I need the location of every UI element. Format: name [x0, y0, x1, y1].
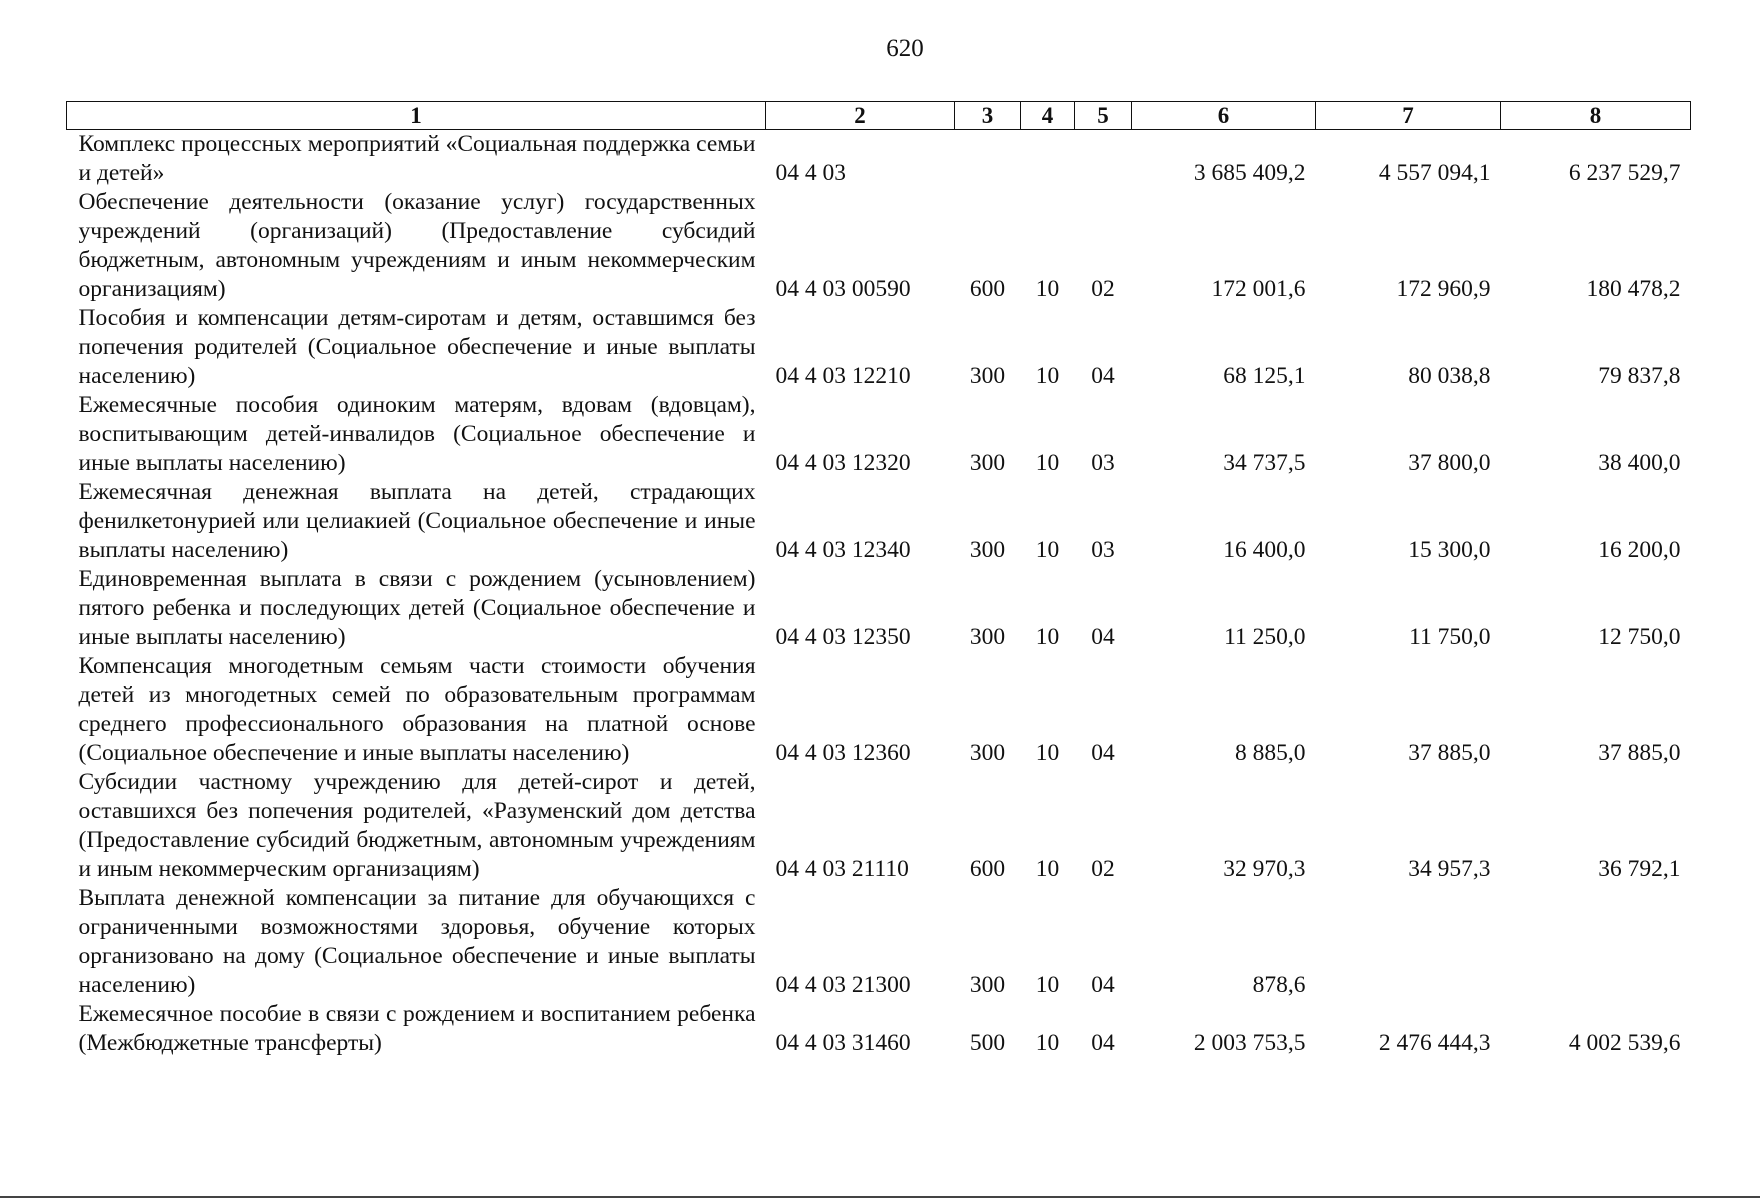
column-header-2: 2	[766, 102, 955, 130]
row-value-7: 172 960,9	[1396, 276, 1491, 302]
row-name: Ежемесячная денежная выплата на детей, страдающих фенилкетонурией или целиакией (Социальное обеспечение и иные выплаты населению)	[78, 479, 756, 563]
row-col4: 10	[1035, 624, 1060, 650]
row-name: Ежемесячное пособие в связи с рождением и воспитанием ребенка (Межбюджетные трансферты)	[78, 1001, 756, 1056]
row-col4: 10	[1035, 537, 1060, 563]
table-row	[67, 884, 1691, 1000]
table-row	[67, 188, 1691, 304]
row-col3: 300	[969, 740, 1006, 766]
row-value-6: 68 125,1	[1223, 363, 1306, 389]
table-row	[67, 768, 1691, 884]
row-value-6: 32 970,3	[1223, 856, 1306, 882]
row-name: Комплекс процессных мероприятий «Социальная поддержка семьи и детей»	[78, 131, 756, 186]
table-row	[67, 565, 1691, 652]
row-col5: 04	[1091, 363, 1115, 389]
column-header-1: 1	[67, 102, 766, 130]
row-col3	[955, 130, 1021, 189]
row-col5: 04	[1091, 624, 1115, 650]
row-col4	[1021, 130, 1075, 189]
row-value-8: 12 750,0	[1598, 624, 1681, 650]
row-col5: 04	[1091, 740, 1115, 766]
row-code: 04 4 03	[775, 160, 846, 186]
row-value-7: 11 750,0	[1409, 624, 1491, 650]
row-col3: 300	[969, 624, 1006, 650]
row-col5	[1075, 130, 1132, 189]
column-header-7: 7	[1316, 102, 1501, 130]
row-col4: 10	[1035, 740, 1060, 766]
row-name: Компенсация многодетным семьям части стоимости обучения детей из многодетных семей по образовательным программам среднего профессионального образования на платной основе (Социальное обеспечение и иные выплаты населению)	[78, 653, 756, 766]
row-value-7: 34 957,3	[1408, 856, 1491, 882]
row-value-7: 2 476 444,3	[1378, 1030, 1491, 1056]
row-value-6: 11 250,0	[1224, 624, 1306, 650]
row-value-7: 4 557 094,1	[1378, 160, 1491, 186]
row-code: 04 4 03 12350	[775, 624, 911, 650]
row-value-8	[1501, 884, 1691, 1000]
table-body	[67, 130, 1691, 1059]
row-value-7: 15 300,0	[1408, 537, 1491, 563]
row-col5: 04	[1091, 1030, 1115, 1056]
row-col4: 10	[1035, 276, 1060, 302]
column-header-5: 5	[1075, 102, 1132, 130]
column-header-3: 3	[955, 102, 1021, 130]
row-value-7: 37 800,0	[1408, 450, 1491, 476]
row-col3: 300	[969, 450, 1006, 476]
budget-table	[66, 101, 1691, 1058]
table-row	[67, 1000, 1691, 1058]
row-col3: 300	[969, 972, 1006, 998]
row-code: 04 4 03 12320	[775, 450, 911, 476]
header-row	[67, 102, 1691, 130]
row-col5: 02	[1091, 856, 1115, 882]
row-code: 04 4 03 21300	[775, 972, 911, 998]
row-name: Единовременная выплата в связи с рождением (усыновлением) пятого ребенка и последующих детей (Социальное обеспечение и иные выплаты населению)	[78, 566, 756, 650]
row-value-7: 80 038,8	[1408, 363, 1491, 389]
row-col4: 10	[1035, 363, 1060, 389]
row-col3: 300	[969, 363, 1006, 389]
row-col4: 10	[1035, 1030, 1060, 1056]
table-row	[67, 304, 1691, 391]
row-col3: 500	[969, 1030, 1006, 1056]
row-col4: 10	[1035, 972, 1060, 998]
row-col5: 03	[1091, 450, 1115, 476]
row-value-8: 6 237 529,7	[1568, 160, 1681, 186]
row-col3: 300	[969, 537, 1006, 563]
row-col3: 600	[969, 276, 1006, 302]
row-col5: 04	[1091, 972, 1115, 998]
scan-edge-line	[0, 1196, 1760, 1198]
row-name: Выплата денежной компенсации за питание для обучающихся с ограниченными возможностями здоровья, обучение которых организовано на дому (Социальное обеспечение и иные выплаты населению)	[78, 885, 756, 998]
page-number: 620	[886, 35, 924, 62]
row-value-7: 37 885,0	[1408, 740, 1491, 766]
row-col5: 02	[1091, 276, 1115, 302]
table-row	[67, 391, 1691, 478]
table-row	[67, 652, 1691, 768]
row-col4: 10	[1035, 450, 1060, 476]
row-code: 04 4 03 31460	[775, 1030, 911, 1056]
row-code: 04 4 03 00590	[775, 276, 911, 302]
column-header-4: 4	[1021, 102, 1075, 130]
row-name: Обеспечение деятельности (оказание услуг) государственных учреждений (организаций) (Предоставление субсидий бюджетным, автономным учреждениям и иным некоммерческим организациям)	[78, 189, 756, 302]
row-code: 04 4 03 12360	[775, 740, 911, 766]
row-value-8: 38 400,0	[1598, 450, 1681, 476]
row-value-6: 3 685 409,2	[1193, 160, 1306, 186]
row-code: 04 4 03 12340	[775, 537, 911, 563]
row-value-8: 180 478,2	[1586, 276, 1681, 302]
row-name: Ежемесячные пособия одиноким матерям, вдовам (вдовцам), воспитывающим детей-инвалидов (Социальное обеспечение и иные выплаты населению)	[78, 392, 756, 476]
column-header-6: 6	[1132, 102, 1316, 130]
row-value-8: 16 200,0	[1598, 537, 1681, 563]
row-value-6: 878,6	[1252, 972, 1306, 998]
table-row	[67, 478, 1691, 565]
row-col5: 03	[1091, 537, 1115, 563]
row-value-6: 2 003 753,5	[1193, 1030, 1306, 1056]
row-col4: 10	[1035, 856, 1060, 882]
column-header-8: 8	[1501, 102, 1691, 130]
row-code: 04 4 03 21110	[775, 856, 909, 882]
table-row	[67, 130, 1691, 189]
table-header	[67, 102, 1691, 130]
row-code: 04 4 03 12210	[775, 363, 911, 389]
row-value-6: 172 001,6	[1211, 276, 1306, 302]
row-name: Пособия и компенсации детям-сиротам и детям, оставшимся без попечения родителей (Социальное обеспечение и иные выплаты населению)	[78, 305, 756, 389]
row-value-8: 4 002 539,6	[1568, 1030, 1681, 1056]
row-value-8: 37 885,0	[1598, 740, 1681, 766]
row-value-6: 8 885,0	[1235, 740, 1306, 766]
row-value-7	[1316, 884, 1501, 1000]
row-value-8: 79 837,8	[1598, 363, 1681, 389]
row-value-8: 36 792,1	[1598, 856, 1681, 882]
row-value-6: 34 737,5	[1223, 450, 1306, 476]
row-name: Субсидии частному учреждению для детей-сирот и детей, оставшихся без попечения родителей, «Разуменский дом детства (Предоставление субсидий бюджетным, автономным учреждениям и иным некоммерческим организациям)	[78, 769, 756, 882]
row-value-6: 16 400,0	[1223, 537, 1306, 563]
row-col3: 600	[969, 856, 1006, 882]
